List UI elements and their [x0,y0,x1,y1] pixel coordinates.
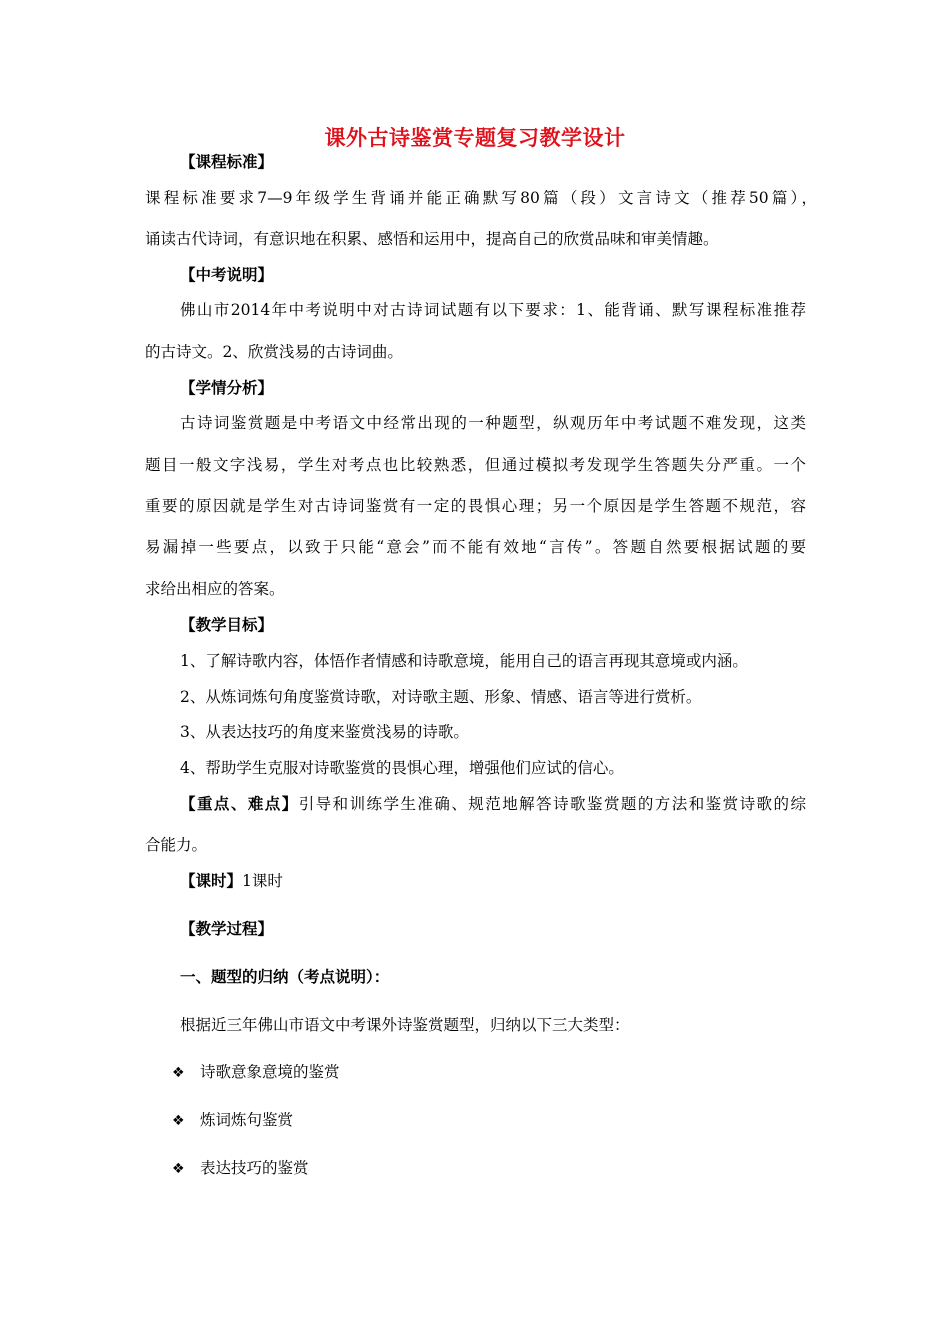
bullet-text: 表达技巧的鉴赏 [200,1159,309,1177]
key-points-line [180,794,806,816]
diamond-bullet-icon: ❖ [172,1161,185,1177]
paragraph-line: 诵读古代诗词，有意识地在积累、感悟和运用中，提高自己的欣赏品味和审美情趣。 [145,230,719,248]
diamond-bullet-icon: ❖ [172,1065,185,1081]
goal-item: 2、从炼词炼句角度鉴赏诗歌，对诗歌主题、形象、情感、语言等进行赏析。 [180,688,702,706]
paragraph-line: 根据近三年佛山市语文中考课外诗鉴赏题型，归纳以下三大类型： [180,1016,630,1034]
heading-teaching-goals: 【教学目标】 [180,616,274,634]
heading-key-points: 【重点、难点】 [180,795,299,813]
heading-curriculum-standard: 【课程标准】 [180,153,274,171]
paragraph-line: 题目一般文字浅易，学生对考点也比较熟悉，但通过模拟考发现学生答题失分严重。一个 [145,456,806,474]
class-hours-value: 1课时 [242,872,283,890]
diamond-bullet-icon: ❖ [172,1113,185,1129]
goal-item: 1、了解诗歌内容，体悟作者情感和诗歌意境，能用自己的语言再现其意境或内涵。 [180,652,748,670]
heading-learning-analysis: 【学情分析】 [180,379,274,397]
class-hours-line [180,871,283,891]
paragraph-line: 重要的原因就是学生对古诗词鉴赏有一定的畏惧心理；另一个原因是学生答题不规范，容 [145,497,806,515]
bullet-item [172,1158,309,1179]
sub-heading-question-types: 一、题型的归纳（考点说明）： [180,968,390,986]
goal-item: 4、帮助学生克服对诗歌鉴赏的畏惧心理，增强他们应试的信心。 [180,759,624,777]
bullet-item [172,1110,293,1131]
paragraph-line: 求给出相应的答案。 [145,580,285,598]
paragraph-line: 佛山市2014年中考说明中对古诗词试题有以下要求：1、能背诵、默写课程标准推荐 [180,301,806,319]
paragraph-line: 的古诗文。2、欣赏浅易的古诗词曲。 [145,343,403,361]
key-points-text: 引导和训练学生准确、规范地解答诗歌鉴赏题的方法和鉴赏诗歌的综 [298,795,806,813]
paragraph-line: 课程标准要求7—9年级学生背诵并能正确默写80篇（段）文言诗文（推荐50篇）， [145,189,817,207]
paragraph-line: 易漏掉一些要点，以致于只能“意会”而不能有效地“言传”。答题自然要根据试题的要 [145,538,806,556]
paragraph-line: 古诗词鉴赏题是中考语文中经常出现的一种题型，纵观历年中考试题不难发现，这类 [180,414,806,432]
bullet-item [172,1062,340,1083]
bullet-text: 诗歌意象意境的鉴赏 [200,1063,340,1081]
heading-class-hours: 【课时】 [180,872,243,890]
heading-exam-description: 【中考说明】 [180,266,274,284]
bullet-text: 炼词炼句鉴赏 [200,1111,294,1129]
document-title: 课外古诗鉴赏专题复习教学设计 [324,126,626,150]
goal-item: 3、从表达技巧的角度来鉴赏浅易的诗歌。 [180,723,469,741]
paragraph-line: 合能力。 [145,836,208,854]
heading-teaching-process: 【教学过程】 [180,920,274,938]
